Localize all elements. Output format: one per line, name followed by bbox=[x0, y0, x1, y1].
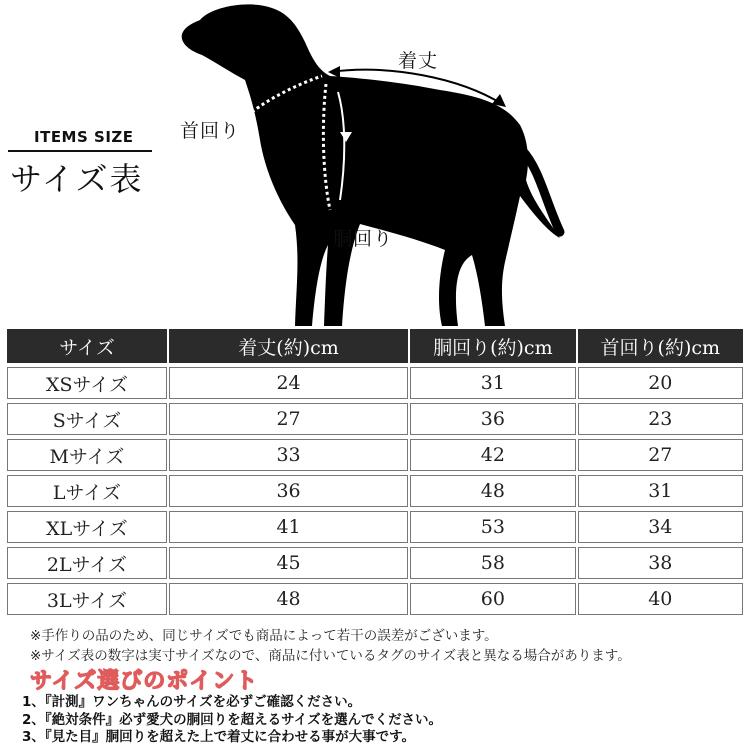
note-line: ※サイズ表の数字は実寸サイズなので、商品に付いているタグのサイズ表と異なる場合があります。 bbox=[30, 648, 631, 664]
cell-neck: 27 bbox=[578, 439, 743, 471]
points-list bbox=[22, 694, 442, 747]
header-chest: 胴回り(約)cm bbox=[410, 329, 575, 363]
points-title: サイズ選びのポイント bbox=[30, 669, 259, 694]
notes bbox=[30, 626, 631, 666]
cell-neck: 34 bbox=[578, 511, 743, 543]
table-header-row bbox=[7, 329, 743, 363]
table-row bbox=[7, 439, 743, 471]
cell-size: Lサイズ bbox=[7, 475, 167, 507]
header-neck: 首回り(約)cm bbox=[578, 329, 743, 363]
cell-chest: 60 bbox=[410, 583, 575, 615]
items-size-heading: ITEMS SIZE bbox=[34, 128, 134, 146]
table-row bbox=[7, 583, 743, 615]
dog-diagram bbox=[160, 0, 600, 326]
table-row bbox=[7, 367, 743, 399]
cell-length: 27 bbox=[169, 403, 408, 435]
length-label: 着丈 bbox=[398, 50, 439, 72]
table-row bbox=[7, 475, 743, 507]
point-item: 2、『絶対条件』必ず愛犬の胴回りを超えるサイズを選んでください。 bbox=[22, 711, 443, 728]
size-chart-title: サイズ表 bbox=[10, 160, 144, 198]
table-row bbox=[7, 511, 743, 543]
cell-neck: 31 bbox=[578, 475, 743, 507]
cell-chest: 53 bbox=[410, 511, 575, 543]
cell-neck: 38 bbox=[578, 547, 743, 579]
cell-size: XLサイズ bbox=[7, 511, 167, 543]
cell-size: 3Lサイズ bbox=[7, 583, 167, 615]
cell-length: 36 bbox=[169, 475, 408, 507]
table-row bbox=[7, 547, 743, 579]
neck-label: 首回り bbox=[180, 120, 241, 142]
cell-chest: 58 bbox=[410, 547, 575, 579]
header-size: サイズ bbox=[7, 329, 167, 363]
heading-divider bbox=[8, 150, 152, 152]
header-length: 着丈(約)cm bbox=[169, 329, 408, 363]
cell-size: Mサイズ bbox=[7, 439, 167, 471]
note-line: ※手作りの品のため、同じサイズでも商品によって若干の誤差がございます。 bbox=[30, 628, 498, 644]
cell-length: 24 bbox=[169, 367, 408, 399]
dog-silhouette bbox=[160, 0, 600, 326]
cell-chest: 36 bbox=[410, 403, 575, 435]
cell-neck: 23 bbox=[578, 403, 743, 435]
point-item: 1、『計測』ワンちゃんのサイズを必ずご確認ください。 bbox=[22, 694, 362, 710]
cell-length: 48 bbox=[169, 583, 408, 615]
cell-length: 45 bbox=[169, 547, 408, 579]
point-item: 3、『見た目』胴回りを超えた上で着丈に合わせる事が大事です。 bbox=[22, 729, 416, 745]
cell-chest: 48 bbox=[410, 475, 575, 507]
cell-size: 2Lサイズ bbox=[7, 547, 167, 579]
cell-size: Sサイズ bbox=[7, 403, 167, 435]
size-table bbox=[5, 325, 745, 619]
cell-neck: 40 bbox=[578, 583, 743, 615]
table-row bbox=[7, 403, 743, 435]
cell-length: 33 bbox=[169, 439, 408, 471]
cell-chest: 42 bbox=[410, 439, 575, 471]
cell-chest: 31 bbox=[410, 367, 575, 399]
cell-size: XSサイズ bbox=[7, 367, 167, 399]
chest-label: 胴回り bbox=[333, 228, 394, 250]
cell-length: 41 bbox=[169, 511, 408, 543]
cell-neck: 20 bbox=[578, 367, 743, 399]
